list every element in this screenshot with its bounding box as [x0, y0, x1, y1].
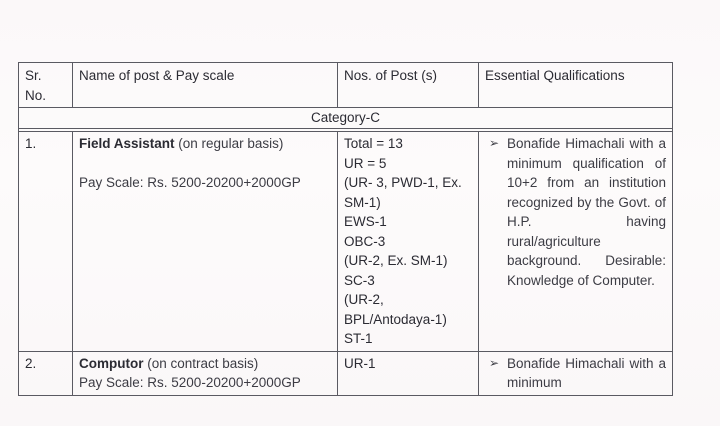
arrow-bullet-icon: ➢	[489, 355, 500, 370]
header-sr-no: Sr. No.	[19, 63, 73, 108]
arrow-bullet-icon: ➢	[489, 136, 500, 150]
posts-line: SC-3	[344, 272, 375, 288]
category-row	[19, 108, 673, 129]
posts-line: SM-1)	[344, 194, 381, 210]
header-qualifications: Essential Qualifications	[479, 63, 673, 108]
header-nos-post: Nos. of Post (s)	[338, 63, 479, 108]
posts-line: EWS-1	[344, 214, 387, 229]
post-name: Computor	[79, 355, 144, 371]
row-posts-cell	[338, 351, 479, 395]
post-title	[79, 134, 331, 154]
table-row	[19, 351, 673, 395]
row-qualification-cell	[479, 351, 673, 395]
posts-line: (UR- 3, PWD-1, Ex.	[344, 175, 462, 190]
table-header-row	[19, 63, 673, 108]
row-sr-no: 2.	[19, 351, 73, 395]
row-post-cell	[73, 351, 338, 395]
posts-line: (UR-2,	[344, 292, 384, 307]
category-label: Category-C	[19, 108, 673, 129]
qualification-text: Bonafide Himachali with a minimum qualification of 10+2 from an institution recognized by the Govt. of H.P. having rural/agriculture background. Desirable: Knowledge of Computer.	[507, 136, 666, 288]
post-name: Field Assistant	[79, 136, 175, 151]
post-basis: (on regular basis)	[174, 136, 284, 151]
posts-line: UR-1	[344, 355, 376, 371]
qualification-text: Bonafide Himachali with a minimum	[507, 355, 666, 390]
posts-line: Total = 13	[344, 136, 403, 151]
posts-line: (UR-2, Ex. SM-1)	[344, 253, 448, 268]
pay-scale: Pay Scale: Rs. 5200-20200+2000GP	[79, 174, 301, 190]
table-row	[19, 132, 673, 352]
posts-line: UR = 5	[344, 155, 387, 171]
row-qualification-cell	[479, 132, 673, 352]
row-sr-no: 1.	[19, 132, 73, 352]
header-name-pay: Name of post & Pay scale	[73, 63, 338, 108]
posts-line: BPL/Antodaya-1)	[344, 311, 447, 327]
row-posts-cell	[338, 132, 479, 352]
posts-line: ST-1	[344, 331, 373, 346]
row-post-cell	[73, 132, 338, 352]
post-basis: (on contract basis)	[143, 355, 259, 371]
pay-scale: Pay Scale: Rs. 5200-20200+2000GP	[79, 375, 301, 390]
post-title	[79, 354, 331, 374]
recruitment-table	[18, 62, 673, 396]
posts-line: OBC-3	[344, 233, 386, 249]
